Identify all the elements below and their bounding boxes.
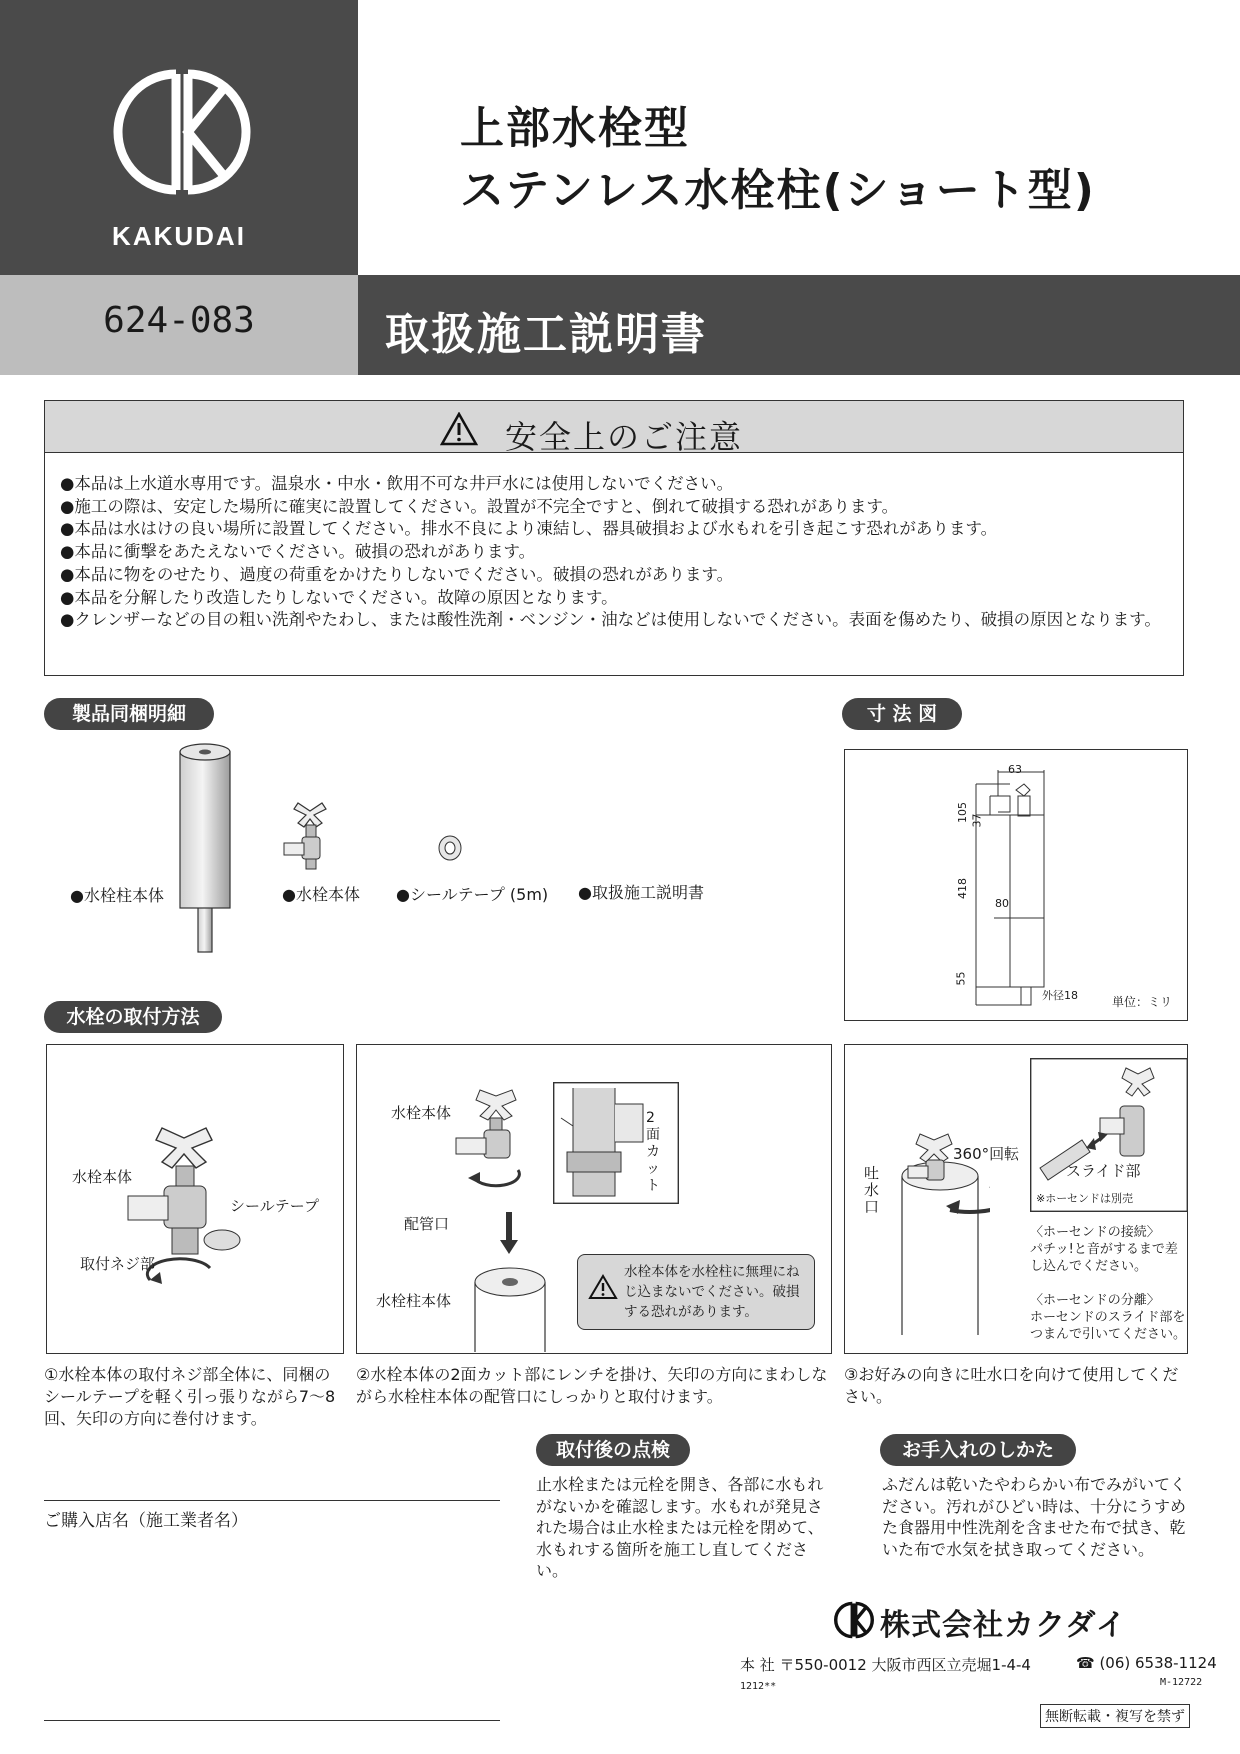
seal-tape-icon [436, 833, 464, 863]
dim-unit: 単位：ミリ [1112, 995, 1173, 1009]
contents-heading: 製品同梱明細 [44, 698, 214, 730]
label-360-rotate: 360°回転 [953, 1145, 1020, 1163]
hose-detach-text: ホーセンドのスライド部をつまんで引いてください。 [1030, 1310, 1187, 1342]
label-hose-end-note: ※ホーセンドは別売 [1036, 1192, 1133, 1205]
content-item: ●水栓柱本体 [70, 886, 164, 905]
faucet-illustration [280, 795, 340, 871]
inspection-heading: 取付後の点検 [536, 1434, 690, 1466]
hose-connect-title: 〈ホーセンドの接続〉 [1030, 1225, 1160, 1240]
hose-connect-text: パチッ!と音がするまで差し込んでください。 [1030, 1242, 1178, 1274]
store-name-bottom-line [44, 1720, 500, 1721]
safety-list [60, 473, 1170, 632]
dim-label-63: 63 [1008, 763, 1022, 776]
content-item: ●シールテープ (5m) [396, 885, 549, 904]
pillar-body-illustration [170, 740, 240, 956]
hose-end-detail [1030, 1058, 1188, 1212]
company-address: 本 社 〒550-0012 大阪市西区立売堀1-4-4 [740, 1656, 1031, 1674]
safety-item: ●本品を分解したり改造したりしないでください。故障の原因となります。 [60, 587, 618, 607]
install-heading: 水栓の取付方法 [44, 1001, 222, 1033]
content-item: ●水栓本体 [282, 885, 360, 904]
safety-item: ●クレンザーなどの目の粗い洗剤やたわし、または酸性洗剤・ベンジン・油などは使用しないでください。表面を傷めたり、破損の原因となります。 [60, 610, 1161, 630]
hose-detach-title: 〈ホーセンドの分離〉 [1030, 1293, 1160, 1308]
document-code: M-12722 [1160, 1677, 1203, 1688]
dim-label-37: 37 [970, 813, 984, 828]
faucet-attach-illustration [440, 1082, 550, 1352]
safety-item: ●本品は上水道水専用です。温泉水・中水・飲用不可な井戸水には使用しないでください。 [60, 474, 734, 493]
label-spout: 吐水口 [864, 1164, 880, 1216]
label-seal-tape: シールテープ [230, 1197, 319, 1215]
product-code: 624-083 [103, 300, 255, 341]
company-phone: ☎ (06) 6538-1124 [1076, 1654, 1217, 1672]
install-step-2: ②水栓本体の2面カット部にレンチを掛け、矢印の方向にまわしながら水栓柱本体の配管口にしっかりと取付けます。 [356, 1365, 828, 1406]
dimensions-heading: 寸 法 図 [842, 698, 962, 730]
dim-label-418: 418 [956, 878, 969, 899]
product-title-line2: ステンレス水栓柱(ショート型) [460, 165, 1096, 216]
dim-label-outer-diameter: 外径18 [1042, 989, 1078, 1002]
content-item: ●取扱施工説明書 [578, 883, 704, 902]
label-pipe-port: 配管口 [404, 1215, 450, 1233]
safety-item: ●施工の際は、安定した場所に確実に設置してください。設置が不完全ですと、倒れて破損する恐れがあります。 [60, 496, 899, 516]
revision-code: 1212** [740, 1681, 777, 1692]
safety-item: ●本品に物をのせたり、過度の荷重をかけたりしないでください。破損の恐れがあります。 [60, 564, 734, 584]
label-mount-thread: 取付ネジ部 [80, 1255, 156, 1273]
label-two-face-cut: 2面カット [646, 1110, 660, 1194]
company-name: 株式会社カクダイ [880, 1608, 1127, 1643]
label-pillar-body: 水栓柱本体 [376, 1292, 452, 1310]
store-name-label: ご購入店名（施工業者名） [44, 1511, 248, 1531]
safety-item: ●本品は水はけの良い場所に設置してください。排水不良により凍結し、器具破損および水もれを引き起こす恐れがあります。 [60, 519, 998, 539]
safety-item: ●本品に衝撃をあたえないでください。破損の恐れがあります。 [60, 542, 536, 562]
inspection-text: 止水栓または元栓を開き、各部に水もれがないかを確認します。水もれが発見された場合は止水栓または元栓を閉めて、水もれする箇所を施工し直してください。 [536, 1475, 824, 1580]
manual-title: 取扱施工説明書 [385, 309, 707, 360]
safety-title: 安全上のご注意 [505, 418, 744, 456]
label-faucet-body: 水栓本体 [391, 1104, 452, 1122]
install-step-1: ①水栓本体の取付ネジ部全体に、同梱のシールテープを軽く引っ張りながら7〜8回、矢印の方向に巻付けます。 [44, 1365, 336, 1428]
dim-label-80: 80 [995, 897, 1009, 910]
copyright-notice: 無断転載・複写を禁ず [1040, 1704, 1190, 1728]
store-name-line [44, 1500, 500, 1501]
label-slide-part: スライド部 [1066, 1162, 1141, 1180]
kakudai-logo-icon [112, 62, 252, 202]
install-warning-text: 水栓本体を水栓柱に無理にねじ込まないでください。破損する恐れがあります。 [624, 1264, 800, 1320]
label-faucet-body: 水栓本体 [72, 1168, 133, 1186]
dim-label-55: 55 [954, 971, 968, 986]
dim-label-105: 105 [956, 802, 969, 823]
install-step-3: ③お好みの向きに吐水口を向けて使用してください。 [844, 1365, 1179, 1406]
warning-triangle-icon [440, 412, 478, 446]
product-title-line1: 上部水栓型 [460, 103, 690, 154]
brand-name: KAKUDAI [112, 221, 246, 251]
kakudai-logo-icon [834, 1600, 874, 1640]
care-text: ふだんは乾いたやわらかい布でみがいてください。汚れがひどい時は、十分にうすめた食器用中性洗剤を含ませた布で拭き、乾いた布で水気を拭き取ってください。 [882, 1475, 1187, 1559]
care-heading: お手入れのしかた [880, 1434, 1076, 1466]
warning-triangle-icon [588, 1274, 618, 1300]
